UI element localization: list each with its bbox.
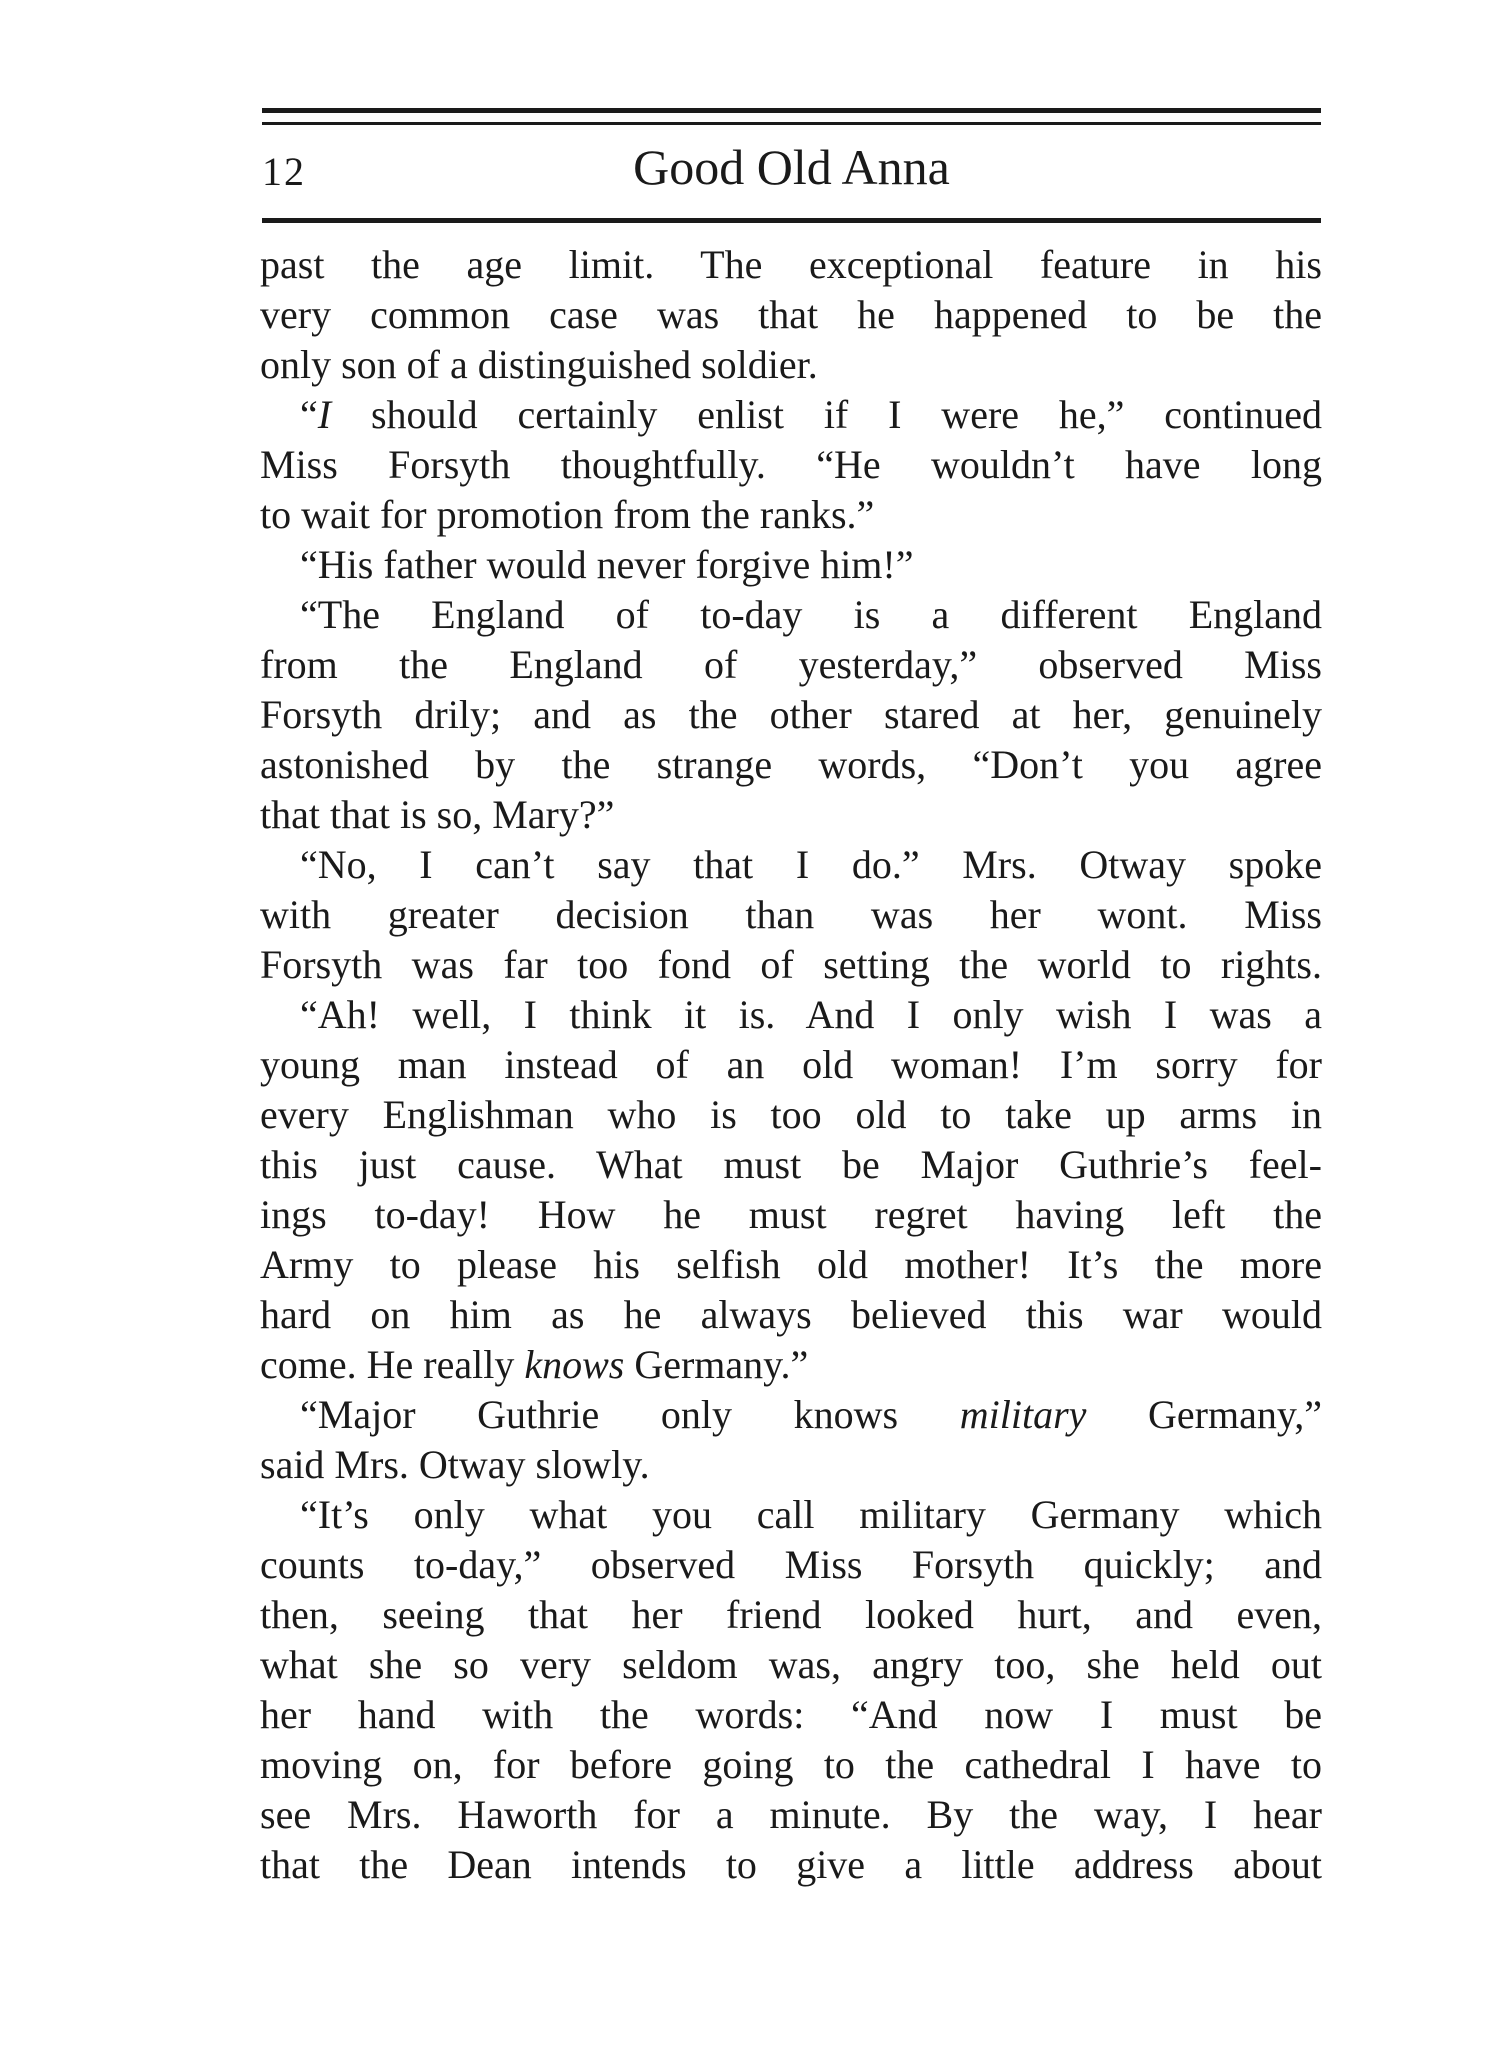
text-line: with greater decision than was her wont. Miss bbox=[260, 892, 1322, 937]
text-line: counts to-day,” observed Miss Forsyth quickly; and bbox=[260, 1542, 1322, 1587]
text-line: very common case was that he happened to be the bbox=[260, 292, 1322, 337]
text-line: her hand with the words: “And now I must be bbox=[260, 1692, 1322, 1737]
text-line: to wait for promotion from the ranks.” bbox=[260, 492, 875, 537]
text-line: only son of a distinguished soldier. bbox=[260, 342, 818, 387]
text-line: said Mrs. Otway slowly. bbox=[260, 1442, 650, 1487]
text-line: young man instead of an old woman! I’m sorry for bbox=[260, 1042, 1322, 1087]
text-line: hard on him as he always believed this war would bbox=[260, 1292, 1322, 1337]
text-line: past the age limit. The exceptional feature in his bbox=[260, 242, 1322, 287]
text-line: then, seeing that her friend looked hurt, and even, bbox=[260, 1592, 1322, 1637]
page-number: 12 bbox=[262, 149, 306, 194]
text-line: from the England of yesterday,” observed Miss bbox=[260, 642, 1322, 687]
text-line: ings to-day! How he must regret having left the bbox=[260, 1192, 1322, 1237]
italic-emphasis: military bbox=[959, 1392, 1087, 1437]
text-line: see Mrs. Haworth for a minute. By the way, I hear bbox=[260, 1792, 1322, 1837]
header-rule-bottom bbox=[262, 218, 1321, 223]
text-line: Miss Forsyth thoughtfully. “He wouldn’t have long bbox=[260, 442, 1322, 487]
text-line: moving on, for before going to the cathedral I have to bbox=[260, 1742, 1322, 1787]
text-line: “The England of to-day is a different England bbox=[300, 592, 1322, 637]
text-line: “It’s only what you call military Germany which bbox=[300, 1492, 1322, 1537]
running-header bbox=[262, 138, 1321, 208]
header-rule-second bbox=[262, 122, 1321, 125]
running-title: Good Old Anna bbox=[633, 139, 950, 195]
text-line: astonished by the strange words, “Don’t you agree bbox=[260, 742, 1322, 787]
text-line: “His father would never forgive him!” bbox=[300, 542, 914, 587]
text-line: that the Dean intends to give a little address about bbox=[260, 1842, 1322, 1887]
text-line: Army to please his selfish old mother! It’s the more bbox=[260, 1242, 1322, 1287]
italic-emphasis: knows bbox=[524, 1342, 625, 1387]
text-line: come. He really knows Germany.” bbox=[260, 1342, 809, 1387]
text-line: every Englishman who is too old to take up arms in bbox=[260, 1092, 1322, 1137]
text-line: that that is so, Mary?” bbox=[260, 792, 615, 837]
text-line: “No, I can’t say that I do.” Mrs. Otway spoke bbox=[300, 842, 1322, 887]
italic-emphasis: I bbox=[317, 392, 332, 437]
text-line: “I should certainly enlist if I were he,” continued bbox=[300, 392, 1322, 437]
text-line: Forsyth drily; and as the other stared at her, genuinely bbox=[260, 692, 1322, 737]
text-line: this just cause. What must be Major Guthrie’s feel- bbox=[260, 1142, 1322, 1187]
text-line: what she so very seldom was, angry too, she held out bbox=[260, 1642, 1322, 1687]
body-text bbox=[260, 240, 1322, 1890]
text-line: “Ah! well, I think it is. And I only wish I was a bbox=[300, 992, 1322, 1037]
text-line: “Major Guthrie only knows military Germany,” bbox=[300, 1392, 1323, 1437]
text-line: Forsyth was far too fond of setting the world to rights. bbox=[260, 942, 1322, 987]
header-rule-top bbox=[262, 108, 1321, 113]
